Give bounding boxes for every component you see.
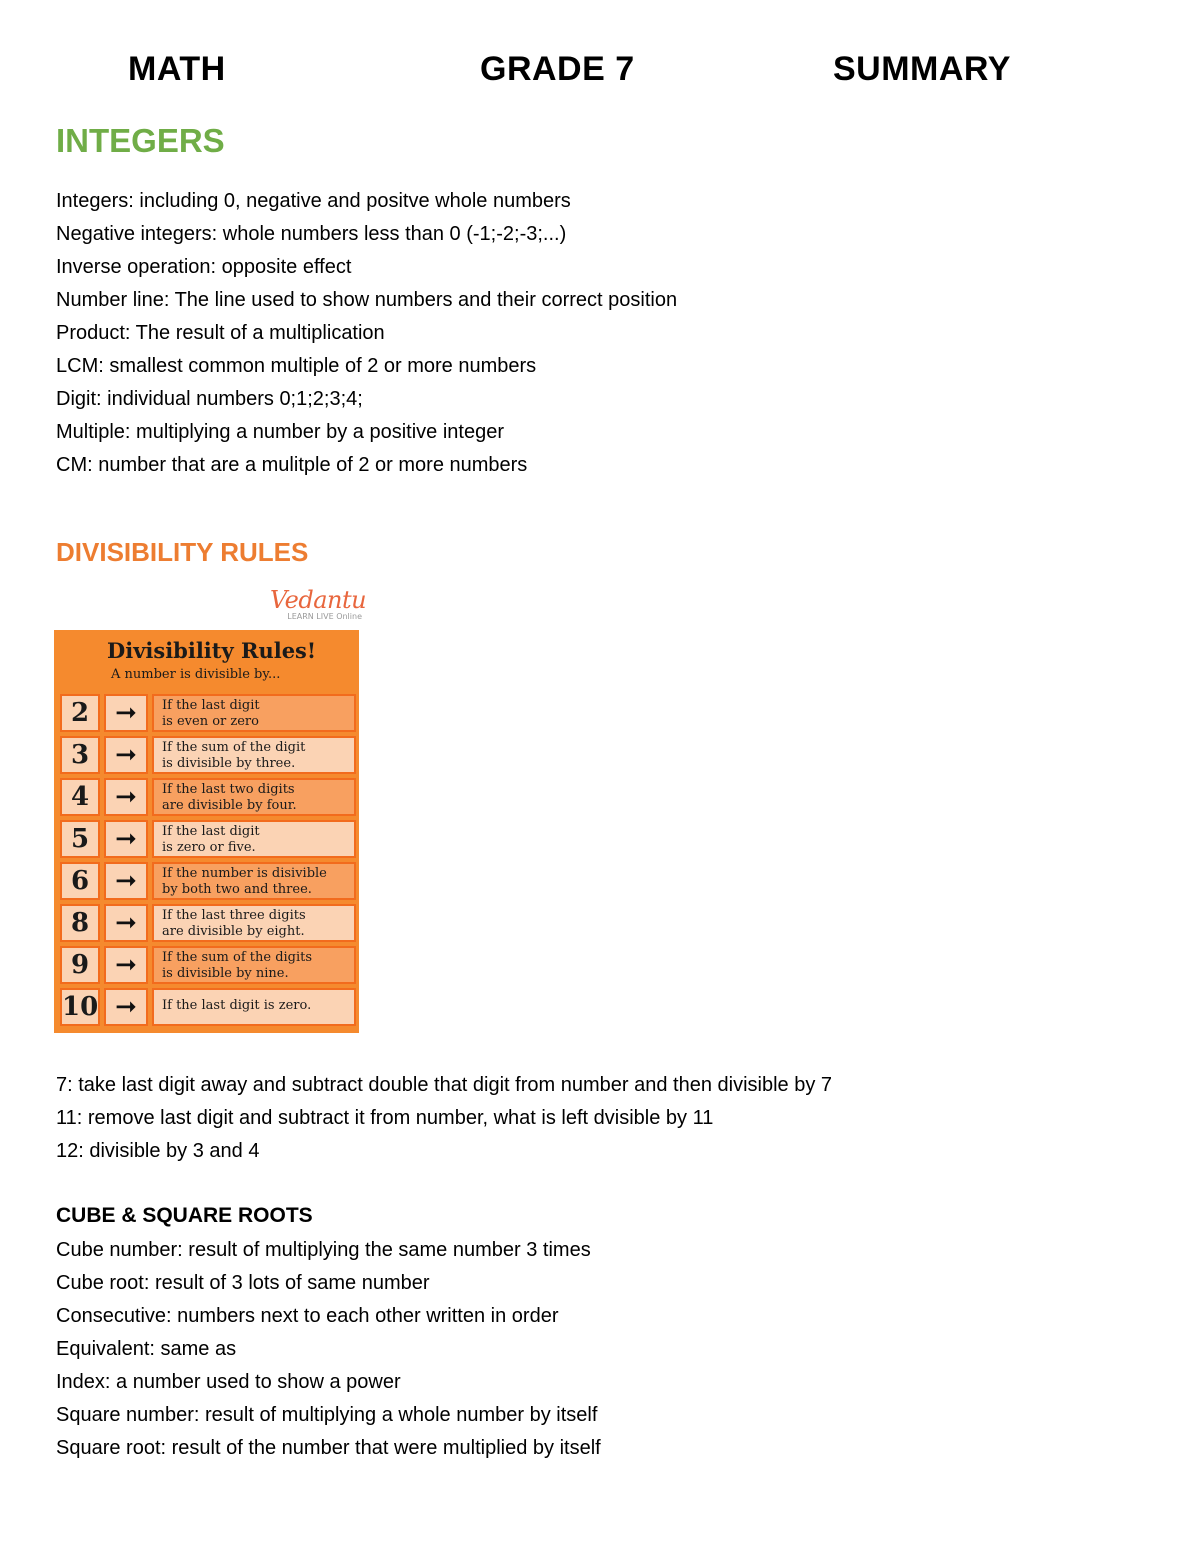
cube-definitions [56,1234,601,1465]
definition-line: Square root: result of the number that were multiplied by itself [56,1437,601,1459]
divisibility-rules-image [54,630,359,1033]
definition-line: CM: number that are a mulitple of 2 or more numbers [56,454,528,476]
logo-name: Vedantu [270,586,367,614]
rule-text [152,820,356,858]
rule-row [60,902,356,944]
arrow-icon: ➞ [104,820,148,858]
definition-line: Cube number: result of multiplying the same number 3 times [56,1239,591,1261]
rule-number: 4 [60,778,100,816]
rules-table [60,692,356,1028]
definition-line: Product: The result of a multiplication [56,322,385,344]
rule-text-line: is divisible by three. [162,756,296,771]
rule-number: 6 [60,862,100,900]
page-header [0,50,1200,90]
integers-heading: INTEGERS [56,122,225,159]
rule-text-line: If the sum of the digits [162,950,313,965]
arrow-icon: ➞ [104,736,148,774]
rule-row [60,692,356,734]
rule-line: 7: take last digit away and subtract double that digit from number and then divisible by 7 [56,1074,833,1096]
rule-line: 11: remove last digit and subtract it from number, what is left dvisible by 11 [56,1107,714,1129]
rule-text-line: If the last three digits [162,908,306,923]
header-subject: MATH [128,50,226,88]
arrow-icon: ➞ [104,904,148,942]
rule-text-line: If the last digit [162,698,260,713]
rule-row [60,818,356,860]
definition-line: Integers: including 0, negative and positve whole numbers [56,190,571,212]
rule-text-line: are divisible by four. [162,798,297,813]
rule-row [60,986,356,1028]
rule-number: 8 [60,904,100,942]
definition-line: Consecutive: numbers next to each other written in order [56,1305,559,1327]
header-grade: GRADE 7 [480,50,635,88]
card-subtitle: A number is divisible by... [111,667,281,682]
definition-line: Index: a number used to show a power [56,1371,401,1393]
arrow-icon: ➞ [104,862,148,900]
definition-line: Digit: individual numbers 0;1;2;3;4; [56,388,363,410]
rule-text [152,988,356,1026]
rule-text [152,862,356,900]
definition-line: Square number: result of multiplying a whole number by itself [56,1404,598,1426]
rule-number: 5 [60,820,100,858]
rule-text-line: If the last digit is zero. [162,998,312,1013]
rule-number: 3 [60,736,100,774]
rule-row [60,776,356,818]
header-summary: SUMMARY [833,50,1011,88]
rule-text [152,946,356,984]
rule-row [60,734,356,776]
arrow-icon: ➞ [104,988,148,1026]
card-title: Divisibility Rules! [107,638,317,663]
arrow-icon: ➞ [104,778,148,816]
rule-text-line: If the last digit [162,824,260,839]
rule-number: 10 [60,988,100,1026]
rule-text-line: If the sum of the digit [162,740,306,755]
extra-divisibility-rules [56,1069,832,1168]
cube-square-heading: CUBE & SQUARE ROOTS [56,1204,313,1227]
rule-text [152,736,356,774]
rule-text [152,778,356,816]
rule-text-line: are divisible by eight. [162,924,305,939]
definition-line: Inverse operation: opposite effect [56,256,352,278]
rule-text [152,694,356,732]
rule-row [60,860,356,902]
rule-number: 2 [60,694,100,732]
definition-line: LCM: smallest common multiple of 2 or more numbers [56,355,537,377]
definition-line: Number line: The line used to show numbers and their correct position [56,289,678,311]
rule-text-line: If the last two digits [162,782,295,797]
integers-definitions [56,185,677,482]
rule-text-line: If the number is disivible [162,866,327,881]
vedantu-logo [270,586,367,626]
divisibility-heading: DIVISIBILITY RULES [56,537,309,567]
rule-text [152,904,356,942]
logo-tagline: LEARN LIVE Online [287,612,362,621]
arrow-icon: ➞ [104,946,148,984]
rule-text-line: is even or zero [162,714,259,729]
rule-text-line: is divisible by nine. [162,966,289,981]
definition-line: Cube root: result of 3 lots of same number [56,1272,430,1294]
definition-line: Negative integers: whole numbers less than 0 (-1;-2;-3;...) [56,223,567,245]
definition-line: Multiple: multiplying a number by a positive integer [56,421,504,443]
rule-text-line: by both two and three. [162,882,312,897]
rule-row [60,944,356,986]
arrow-icon: ➞ [104,694,148,732]
rule-number: 9 [60,946,100,984]
rule-line: 12: divisible by 3 and 4 [56,1140,260,1162]
rule-text-line: is zero or five. [162,840,256,855]
definition-line: Equivalent: same as [56,1338,237,1360]
